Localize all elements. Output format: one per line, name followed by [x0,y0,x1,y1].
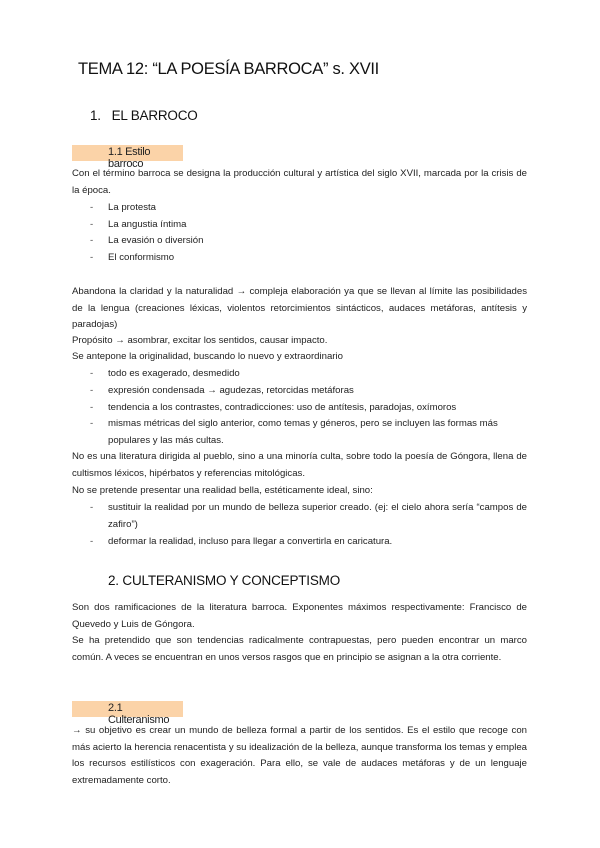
bullet-dash: - [90,252,94,263]
paragraph-ramificaciones: Son dos ramificaciones de la literatura barroca. Exponentes máximos respectivamente: Francisco de Quevedo y Luis de Góngora. [72,602,527,630]
bullet-dash: - [90,219,94,230]
list-item: El conformismo [108,252,175,263]
section-1-number: 1. [90,108,101,123]
list-item: mismas métricas del siglo anterior, como temas y géneros, pero se incluyen las formas más populares y las más cultas. [108,418,498,446]
list-item: La angustia íntima [108,219,187,230]
section-2-heading: 2. CULTERANISMO Y CONCEPTISMO [108,573,340,588]
list-item: expresión condensada → agudezas, retorcidas metáforas [108,385,354,396]
list-item: todo es exagerado, desmedido [108,368,240,379]
paragraph-proposito: Propósito → asombrar, excitar los sentidos, causar impacto. [72,335,328,346]
list-item: deformar la realidad, incluso para llegar a convertirla en caricatura. [108,536,393,547]
list-item: sustituir la realidad por un mundo de belleza superior creado. (ej: el cielo ahora sería “campos de zafiro”) [108,502,527,530]
bullet-dash: - [90,235,94,246]
list-item: tendencia a los contrastes, contradicciones: uso de antítesis, paradojas, oxímoros [108,402,457,413]
bullet-dash: - [90,202,94,213]
page-title: TEMA 12: “LA POESÍA BARROCA” s. XVII [78,60,379,78]
bullet-dash: - [90,368,94,379]
paragraph-minoria-culta: No es una literatura dirigida al pueblo, sino a una minoría culta, sobre todo la poesía de Góngora, llena de cultismos léxicos, hipérbatos y referencias mitológicas. [72,451,527,479]
paragraph-originalidad: Se antepone la originalidad, buscando lo nuevo y extraordinario [72,351,343,362]
bullet-dash: - [90,402,94,413]
section-1-heading [90,108,198,123]
bullet-dash: - [90,385,94,396]
paragraph-realidad: No se pretende presentar una realidad bella, estéticamente ideal, sino: [72,485,373,496]
bullet-dash: - [90,536,94,547]
paragraph-culteranismo: → su objetivo es crear un mundo de belleza formal a partir de los sentidos. Es el estilo que recoge con más acierto la herencia renacentista y su idealización de la belleza, aunque transforma los temas y emplea los recursos estilísticos con exageración. Para ello, se vale de audaces metáforas y de un lenguaje extremadamente corto. [72,725,527,786]
subsection-2-1-title: 2.1 Culteranismo [108,702,170,726]
paragraph-tendencias: Se ha pretendido que son tendencias radicalmente contrapuestas, pero pueden encontrar un marco común. A veces se encuentran en unos versos rasgos que en principio se asignan a la otra corriente. [72,635,527,663]
subsection-1-1-highlight [72,145,183,170]
subsection-2-1-highlight [72,701,183,726]
bullet-dash: - [90,502,94,513]
section-1-title: EL BARROCO [111,108,198,123]
bullet-dash: - [90,418,94,429]
list-item: La protesta [108,202,157,213]
intro-paragraph: Con el término barroca se designa la producción cultural y artística del siglo XVII, marcada por la crisis de la época. [72,168,527,196]
subsection-1-1-title: 1.1 Estilo barroco [108,146,151,170]
paragraph-claridad: Abandona la claridad y la naturalidad → compleja elaboración ya que se llevan al límite las posibilidades de la lengua (creaciones léxicas, violentos retorcimientos sintácticos, audaces metáforas, antítesis y paradojas) [72,286,527,330]
list-item: La evasión o diversión [108,235,204,246]
